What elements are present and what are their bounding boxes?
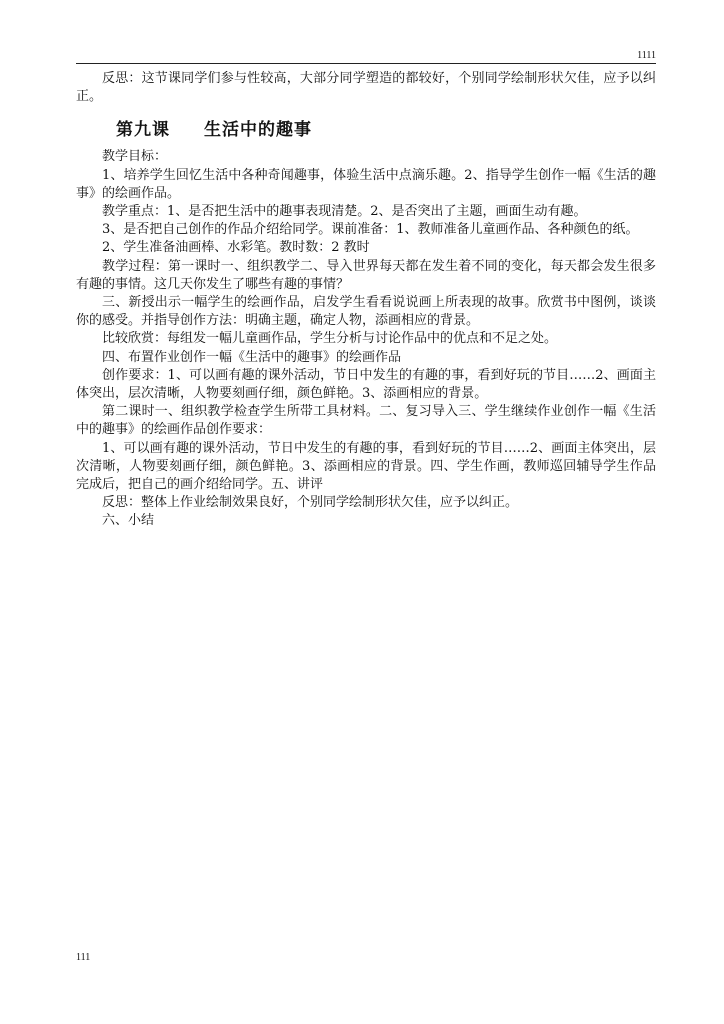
student-preparation: 2、学生准备油画棒、水彩笔。教时数：2 教时 bbox=[102, 240, 370, 256]
assignment: 四、布置作业创作一幅《生活中的趣事》的绘画作品 bbox=[102, 349, 402, 365]
lesson-number: 第九课 bbox=[116, 120, 170, 141]
second-lesson-requirements: 1、可以画有趣的课外活动，节日中发生的有趣的事，看到好玩的节目……2、画面主体突出，层次清晰，人物要刻画仔细，颜色鲜艳。3、添画相应的背景。四、学生作画，教师巡回辅导学生作品完成后，把自己的画介绍给同学。五、讲评 bbox=[76, 440, 656, 493]
lesson-heading bbox=[116, 118, 656, 142]
comparison-appreciation: 比较欣赏：每组发一幅儿童画作品，学生分析与讨论作品中的优点和不足之处。 bbox=[102, 331, 558, 347]
header-page-number: 1111 bbox=[637, 50, 656, 61]
creation-requirements: 创作要求：1、可以画有趣的课外活动，节日中发生的有趣的事，看到好玩的节目……2、画面主体突出，层次清晰，人物要刻画仔细，颜色鲜艳。3、添画相应的背景。 bbox=[76, 367, 656, 402]
footer-page-number: 111 bbox=[76, 952, 91, 963]
reflection-final: 反思：整体上作业绘制效果良好，个别同学绘制形状欠佳，应予以纠正。 bbox=[102, 495, 519, 511]
reflection-paragraph: 反思：这节课同学们参与性较高，大部分同学塑造的都较好，个别同学绘制形状欠佳，应予以纠正。 bbox=[76, 71, 656, 105]
teaching-focus: 教学重点：1、是否把生活中的趣事表现清楚。2、是否突出了主题，画面生动有趣。 bbox=[102, 204, 587, 220]
header-rule bbox=[76, 63, 656, 64]
teaching-goals-label: 教学目标： bbox=[102, 149, 168, 165]
second-lesson: 第二课时一、组织教学检查学生所带工具材料。二、复习导入三、学生继续作业创作一幅《生活中的趣事》的绘画作品创作要求： bbox=[76, 404, 656, 438]
preparation: 3、是否把自己创作的作品介绍给同学。课前准备：1、教师准备儿童画作品、各种颜色的纸。 bbox=[102, 222, 639, 238]
new-lesson: 三、新授出示一幅学生的绘画作品，启发学生看看说说画上所表现的故事。欣赏书中图例，谈谈你的感受。并指导创作方法：明确主题，确定人物，添画相应的背景。 bbox=[76, 295, 656, 329]
teaching-process: 教学过程：第一课时一、组织教学二、导入世界每天都在发生着不同的变化，每天都会发生很多有趣的事情。这几天你发生了哪些有趣的事情？ bbox=[76, 258, 656, 292]
teaching-goals-text: 1、培养学生回忆生活中各种奇闻趣事，体验生活中点滴乐趣。2、指导学生创作一幅《生活的趣事》的绘画作品。 bbox=[76, 167, 656, 201]
summary-label: 六、小结 bbox=[102, 513, 155, 529]
lesson-title: 生活中的趣事 bbox=[204, 120, 312, 141]
document-body bbox=[76, 70, 656, 531]
